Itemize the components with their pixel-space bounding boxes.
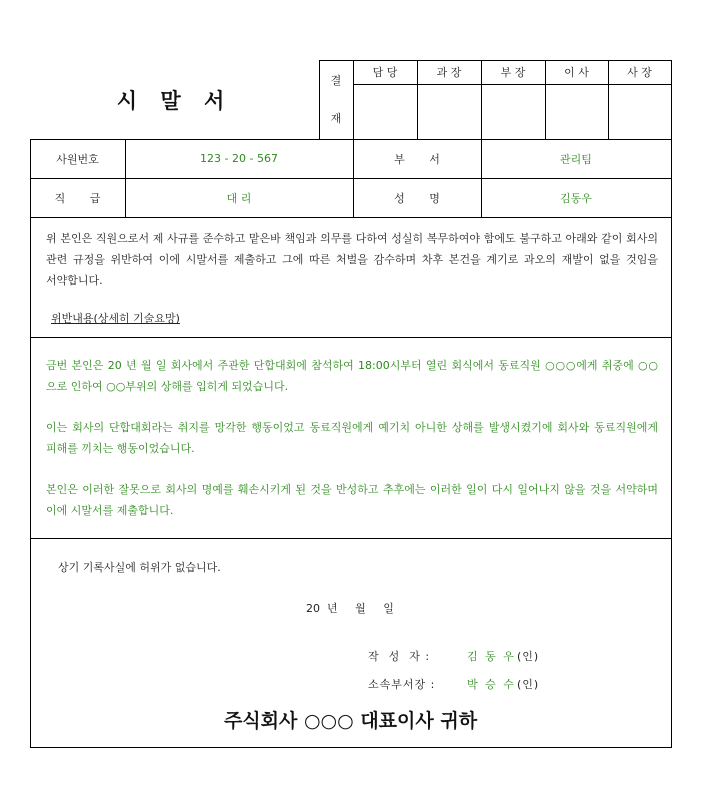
- employee-no-label: 사원번호: [56, 152, 99, 166]
- author-name[interactable]: 김 동 우: [467, 650, 516, 663]
- approval-col-director: 이 사: [564, 66, 589, 79]
- approval-col-staff: 담 당: [372, 66, 398, 79]
- employee-no-value[interactable]: 123 - 20 - 567: [200, 152, 278, 165]
- document-title: 시 말 서: [116, 88, 233, 113]
- violation-heading: 위반내용(상세히 기술요망): [51, 312, 180, 325]
- addressee: 주식회사 ○○○ 대표이사 귀하: [223, 710, 478, 732]
- approval-sign-section-chief[interactable]: [418, 85, 481, 139]
- name-label: 성 명: [394, 191, 440, 205]
- approval-label-top: 결: [330, 74, 342, 87]
- dept-head-name[interactable]: 박 승 수: [467, 678, 516, 691]
- author-label: 작 성 자 :: [368, 650, 431, 663]
- approval-sign-staff[interactable]: [354, 85, 417, 139]
- approval-col-section-chief: 과 장: [436, 66, 462, 79]
- department-label: 부 서: [394, 152, 440, 166]
- approval-sign-director[interactable]: [546, 85, 608, 139]
- approval-sign-dept-head[interactable]: [482, 85, 545, 139]
- violation-paragraph-1[interactable]: 금번 본인은 20 년 월 일 회사에서 주관한 단합대회에 참석하여 18:00시부터 열린 회식에서 동료직원 ○○○에게 취중에 ○○으로 인하여 ○○부위의 상해를 입히게 되었습니다.: [46, 359, 658, 393]
- rank-label: 직 급: [54, 191, 101, 205]
- approval-col-dept-head: 부 장: [500, 66, 526, 79]
- pledge-text: 위 본인은 직원으로서 제 사규를 준수하고 맡은바 책임과 의무를 다하여 성실히 복무하여야 함에도 불구하고 아래와 같이 회사의 관련 규정을 위반하여 이에 시말서를 제출하고 그에 따른 처벌을 감수하며 차후 본건을 계기로 과오의 재발이 없을 것임을 서약합니다.: [46, 232, 658, 287]
- name-value[interactable]: 김동우: [560, 191, 592, 205]
- violation-paragraph-2[interactable]: 이는 회사의 단합대회라는 취지를 망각한 행동이었고 동료직원에게 예기치 아니한 상해를 발생시켰기에 회사와 동료직원에게 피해를 끼치는 행동이었습니다.: [46, 421, 658, 455]
- dept-head-seal[interactable]: (인): [517, 678, 540, 691]
- dept-head-label: 소속부서장 :: [368, 678, 436, 691]
- rank-value[interactable]: 대 리: [226, 191, 252, 205]
- approval-label-bottom: 재: [330, 112, 342, 125]
- department-value[interactable]: 관리팀: [560, 152, 592, 166]
- declaration-text: 상기 기록사실에 허위가 없습니다.: [58, 561, 221, 574]
- approval-col-president: 사 장: [627, 66, 652, 79]
- author-seal[interactable]: (인): [517, 650, 540, 663]
- approval-sign-president[interactable]: [609, 85, 671, 139]
- violation-paragraph-3[interactable]: 본인은 이러한 잘못으로 회사의 명예를 훼손시키게 된 것을 반성하고 추후에는 이러한 일이 다시 일어나지 않을 것을 서약하며 이에 시말서를 제출합니다.: [46, 483, 658, 517]
- date-line[interactable]: 20 년 월 일: [306, 602, 394, 615]
